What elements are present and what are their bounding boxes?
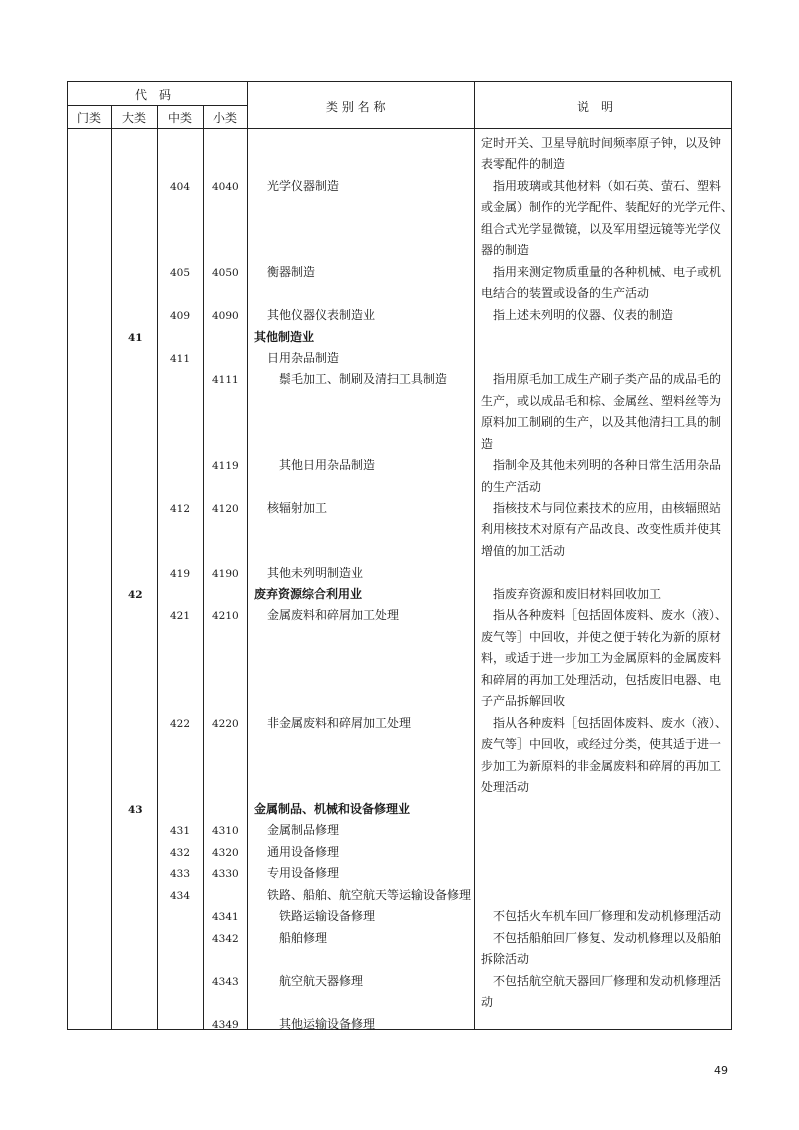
row-desc: 不包括火车机车回厂修理和发动机修理活动 [493,909,722,923]
row-small-code: 4342 [212,933,239,945]
row-mid-code: 421 [170,610,191,622]
row-name: 金属制品、机械和设备修理业 [254,802,411,816]
row-small-code: 4120 [212,503,239,515]
row-name: 专用设备修理 [267,866,340,880]
header-bottom-line [67,128,732,129]
row-name: 航空航天器修理 [279,974,364,988]
row-small-code: 4119 [212,460,239,472]
row-mid-code: 422 [170,718,191,730]
row-desc: 指用玻璃或其他材料（如石英、萤石、塑料 [493,179,722,193]
row-desc: 定时开关、卫星导航时间频率原子钟，以及钟 [481,136,722,150]
row-name: 其他日用杂品制造 [279,458,376,472]
row-desc: 指从各种废料［包括固体废料、废水（液）、 [493,608,728,622]
row-mid-code: 433 [170,868,191,880]
col-divider-5 [474,81,475,1030]
row-desc: 指用来测定物质重量的各种机械、电子或机 [493,265,722,279]
row-desc: 指废弃资源和废旧材料回收加工 [493,587,662,601]
row-desc: 指制伞及其他未列明的各种日常生活用杂品 [493,458,722,472]
row-mid-code: 432 [170,847,191,859]
row-desc: 废气等］中回收，或经过分类，使其适于进一 [481,737,722,751]
page-number: 49 [714,1064,728,1077]
row-name: 通用设备修理 [267,845,340,859]
row-major-code: 41 [128,332,143,344]
row-name: 船舶修理 [279,931,328,945]
col-divider-4 [247,81,248,1030]
row-small-code: 4310 [212,825,239,837]
row-small-code: 4210 [212,610,239,622]
row-name: 光学仪器制造 [267,179,340,193]
row-name: 核辐射加工 [267,501,328,515]
row-name: 废弃资源综合利用业 [254,587,363,601]
row-desc: 不包括航空航天器回厂修理和发动机修理活 [493,974,722,988]
row-small-code: 4349 [212,1019,239,1031]
row-desc: 处理活动 [481,780,530,794]
row-name: 衡器制造 [267,265,316,279]
row-mid-code: 405 [170,267,191,279]
header-code: 代 码 [135,88,172,102]
row-name: 其他仪器仪表制造业 [267,308,376,322]
row-desc: 子产品拆解回收 [481,694,566,708]
row-name: 其他运输设备修理 [279,1017,376,1031]
header-desc: 说 明 [577,100,614,114]
row-desc: 组合式光学显微镜，以及军用望远镜等光学仪 [481,222,722,236]
row-small-code: 4040 [212,181,239,193]
row-desc: 指核技术与同位素技术的应用，由核辐照站 [493,501,722,515]
row-name: 鬃毛加工、制刷及清扫工具制造 [279,372,448,386]
header-sub-xiaolei: 小类 [213,111,238,125]
row-major-code: 43 [128,804,143,816]
row-mid-code: 431 [170,825,191,837]
row-mid-code: 419 [170,568,191,580]
row-name: 金属制品修理 [267,823,340,837]
row-mid-code: 409 [170,310,191,322]
col-divider-2 [157,105,158,1030]
row-small-code: 4190 [212,568,239,580]
row-mid-code: 411 [170,353,191,365]
header-name: 类 别 名 称 [326,100,386,114]
row-mid-code: 404 [170,181,191,193]
row-mid-code: 434 [170,890,191,902]
row-desc: 器的制造 [481,243,530,257]
row-name: 其他制造业 [254,330,315,344]
row-name: 其他未列明制造业 [267,566,364,580]
row-desc: 和碎屑的再加工处理活动，包括废旧电器、电 [481,673,722,687]
row-small-code: 4320 [212,847,239,859]
header-sub-dalei: 大类 [122,111,147,125]
col-divider-1 [111,105,112,1030]
header-sub-menlei: 门类 [77,111,102,125]
row-small-code: 4341 [212,911,239,923]
header-subline [67,105,247,106]
row-desc: 利用核技术对原有产品改良、改变性质并使其 [481,522,722,536]
row-desc: 废气等］中回收，并使之便于转化为新的原材 [481,630,722,644]
row-desc: 电结合的装置或设备的生产活动 [481,286,650,300]
row-name: 日用杂品制造 [267,351,340,365]
header-sub-zhonglei: 中类 [168,111,193,125]
row-name: 金属废料和碎屑加工处理 [267,608,400,622]
row-small-code: 4330 [212,868,239,880]
row-small-code: 4343 [212,976,239,988]
row-desc: 的生产活动 [481,480,542,494]
row-major-code: 42 [128,589,143,601]
row-desc: 原料加工制刷的生产，以及其他清扫工具的制 [481,415,722,429]
row-small-code: 4050 [212,267,239,279]
row-name: 非金属废料和碎屑加工处理 [267,716,412,730]
row-mid-code: 412 [170,503,191,515]
row-name: 铁路、船舶、航空航天等运输设备修理 [267,888,472,902]
col-divider-3 [203,105,204,1030]
row-desc: 不包括船舶回厂修复、发动机修理以及船舶 [493,931,722,945]
row-desc: 拆除活动 [481,952,530,966]
row-desc: 料，或适于进一步加工为金属原料的金属废料 [481,651,722,665]
row-desc: 指从各种废料［包括固体废料、废水（液）、 [493,716,728,730]
row-desc: 步加工为新原料的非金属废料和碎屑的再加工 [481,759,722,773]
row-desc: 指上述未列明的仪器、仪表的制造 [493,308,674,322]
row-small-code: 4111 [212,374,239,386]
row-desc: 动 [481,995,494,1009]
row-desc: 增值的加工活动 [481,544,566,558]
row-name: 铁路运输设备修理 [279,909,376,923]
row-desc: 指用原毛加工成生产刷子类产品的成品毛的 [493,372,722,386]
row-desc: 造 [481,437,494,451]
row-small-code: 4090 [212,310,239,322]
row-desc: 或金属）制作的光学配件、装配好的光学元件、 [481,200,734,214]
row-desc: 生产，或以成品毛和棕、金属丝、塑料丝等为 [481,394,722,408]
row-small-code: 4220 [212,718,239,730]
row-desc: 表零配件的制造 [481,157,566,171]
